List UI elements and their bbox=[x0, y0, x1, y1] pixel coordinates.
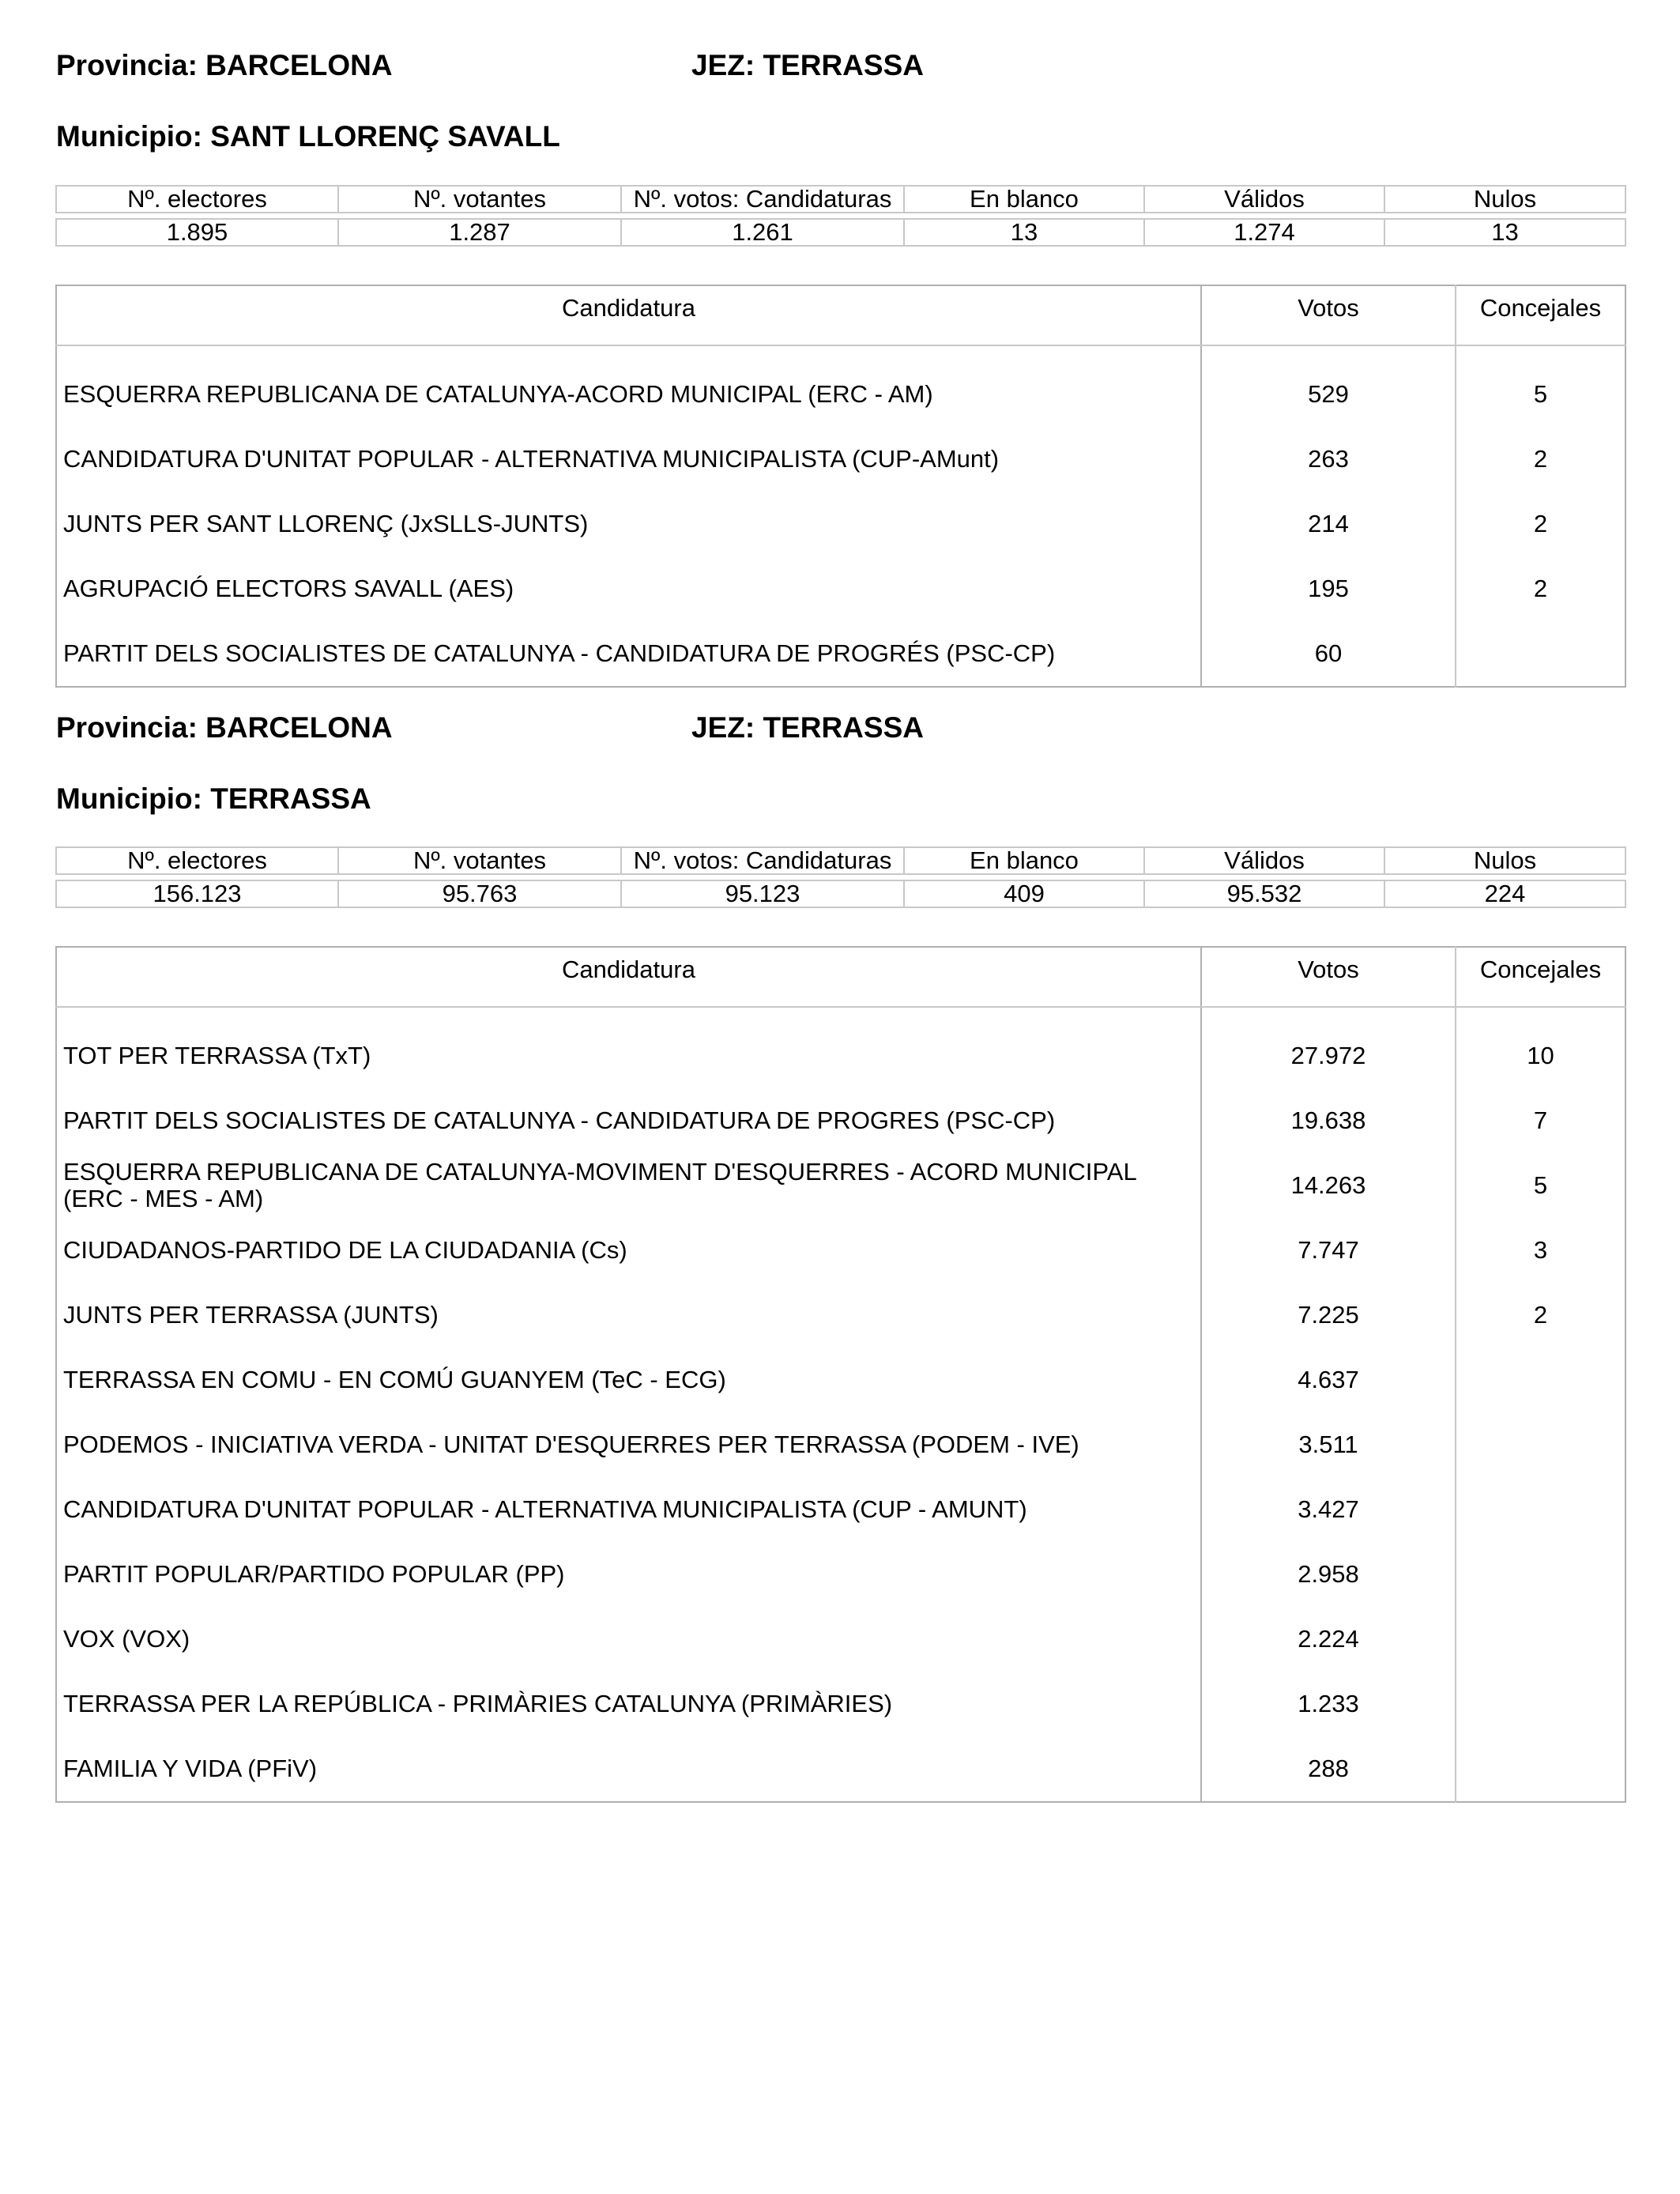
table-row bbox=[56, 427, 1625, 492]
header-votantes: Nº. votantes bbox=[338, 847, 621, 874]
table-row bbox=[56, 1477, 1625, 1542]
candidatura-name: TERRASSA PER LA REPÚBLICA - PRIMÀRIES CATALUNYA (PRIMÀRIES) bbox=[56, 1672, 1201, 1736]
candidatura-concejales: 3 bbox=[1533, 1236, 1548, 1264]
value-votos-candidaturas: 95.123 bbox=[621, 880, 904, 907]
summary-value-row bbox=[56, 880, 1625, 907]
jez-heading: JEZ: TERRASSA bbox=[691, 49, 924, 81]
header-validos: Válidos bbox=[1144, 186, 1384, 213]
results-table-sant-llorenc bbox=[55, 285, 1625, 688]
candidatura-concejales bbox=[1456, 1542, 1625, 1607]
candidatura-name: PARTIT POPULAR/PARTIDO POPULAR (PP) bbox=[56, 1542, 1201, 1607]
table-row bbox=[56, 621, 1625, 687]
candidatura-concejales: 2 bbox=[1533, 510, 1548, 537]
value-nulos: 13 bbox=[1384, 219, 1625, 246]
header-electores: Nº. electores bbox=[56, 186, 338, 213]
table-row bbox=[56, 362, 1625, 427]
header-en-blanco: En blanco bbox=[904, 847, 1144, 874]
header-en-blanco: En blanco bbox=[904, 186, 1144, 213]
candidatura-name: CIUDADANOS-PARTIDO DE LA CIUDADANIA (Cs) bbox=[56, 1218, 1201, 1283]
summary-value-row bbox=[56, 219, 1625, 246]
candidatura-concejales: 7 bbox=[1533, 1106, 1548, 1134]
candidatura-votos: 27.972 bbox=[1201, 1023, 1456, 1088]
candidatura-concejales: 2 bbox=[1533, 445, 1548, 473]
summary-table-sant-llorenc bbox=[55, 185, 1625, 247]
candidatura-name: TOT PER TERRASSA (TxT) bbox=[56, 1023, 1201, 1088]
table-row bbox=[56, 1412, 1625, 1477]
header-electores: Nº. electores bbox=[56, 847, 338, 874]
candidatura-concejales bbox=[1456, 1348, 1625, 1412]
candidatura-concejales bbox=[1456, 1477, 1625, 1542]
results-header-row bbox=[56, 947, 1625, 1007]
header-concejales: Concejales bbox=[1456, 285, 1625, 345]
candidatura-name: ESQUERRA REPUBLICANA DE CATALUNYA-MOVIMENT D'ESQUERRES - ACORD MUNICIPAL (ERC - MES - AM) bbox=[56, 1153, 1201, 1218]
header-nulos: Nulos bbox=[1384, 186, 1625, 213]
value-votantes: 95.763 bbox=[338, 880, 621, 907]
candidatura-votos: 3.427 bbox=[1201, 1477, 1456, 1542]
value-votos-candidaturas: 1.261 bbox=[621, 219, 904, 246]
candidatura-name: FAMILIA Y VIDA (PFiV) bbox=[56, 1736, 1201, 1802]
header-nulos: Nulos bbox=[1384, 847, 1625, 874]
summary-header-row bbox=[56, 186, 1625, 213]
header-votantes: Nº. votantes bbox=[338, 186, 621, 213]
value-en-blanco: 13 bbox=[904, 219, 1144, 246]
candidatura-name: PARTIT DELS SOCIALISTES DE CATALUNYA - CANDIDATURA DE PROGRÉS (PSC-CP) bbox=[56, 621, 1201, 687]
candidatura-concejales bbox=[1456, 1607, 1625, 1672]
candidatura-name: VOX (VOX) bbox=[56, 1607, 1201, 1672]
candidatura-votos: 1.233 bbox=[1201, 1672, 1456, 1736]
value-electores: 156.123 bbox=[56, 880, 338, 907]
header-votos-candidaturas: Nº. votos: Candidaturas bbox=[621, 847, 904, 874]
candidatura-name: JUNTS PER TERRASSA (JUNTS) bbox=[56, 1283, 1201, 1348]
candidatura-votos: 14.263 bbox=[1201, 1153, 1456, 1218]
header-candidatura: Candidatura bbox=[56, 947, 1201, 1007]
table-row bbox=[56, 1736, 1625, 1802]
candidatura-votos: 529 bbox=[1201, 362, 1456, 427]
value-electores: 1.895 bbox=[56, 219, 338, 246]
candidatura-votos: 288 bbox=[1201, 1736, 1456, 1802]
candidatura-votos: 4.637 bbox=[1201, 1348, 1456, 1412]
candidatura-name: AGRUPACIÓ ELECTORS SAVALL (AES) bbox=[56, 556, 1201, 621]
table-row bbox=[56, 1153, 1625, 1218]
provincia-heading: Provincia: BARCELONA bbox=[56, 49, 393, 81]
header-votos-candidaturas: Nº. votos: Candidaturas bbox=[621, 186, 904, 213]
table-row bbox=[56, 1542, 1625, 1607]
candidatura-name: TERRASSA EN COMU - EN COMÚ GUANYEM (TeC - ECG) bbox=[56, 1348, 1201, 1412]
table-row bbox=[56, 1607, 1625, 1672]
header-votos: Votos bbox=[1201, 947, 1456, 1007]
value-validos: 95.532 bbox=[1144, 880, 1384, 907]
candidatura-name: CANDIDATURA D'UNITAT POPULAR - ALTERNATIVA MUNICIPALISTA (CUP - AMUNT) bbox=[56, 1477, 1201, 1542]
candidatura-votos: 7.747 bbox=[1201, 1218, 1456, 1283]
candidatura-votos: 60 bbox=[1201, 621, 1456, 687]
candidatura-name: PARTIT DELS SOCIALISTES DE CATALUNYA - CANDIDATURA DE PROGRES (PSC-CP) bbox=[56, 1088, 1201, 1153]
value-validos: 1.274 bbox=[1144, 219, 1384, 246]
candidatura-concejales: 2 bbox=[1533, 1301, 1548, 1329]
candidatura-name: CANDIDATURA D'UNITAT POPULAR - ALTERNATIVA MUNICIPALISTA (CUP-AMunt) bbox=[56, 427, 1201, 492]
candidatura-name: PODEMOS - INICIATIVA VERDA - UNITAT D'ESQUERRES PER TERRASSA (PODEM - IVE) bbox=[56, 1412, 1201, 1477]
candidatura-concejales bbox=[1456, 1672, 1625, 1736]
table-row bbox=[56, 556, 1625, 621]
table-row bbox=[56, 1672, 1625, 1736]
candidatura-votos: 3.511 bbox=[1201, 1412, 1456, 1477]
value-en-blanco: 409 bbox=[904, 880, 1144, 907]
header-validos: Válidos bbox=[1144, 847, 1384, 874]
header-candidatura: Candidatura bbox=[56, 285, 1201, 345]
candidatura-votos: 7.225 bbox=[1201, 1283, 1456, 1348]
results-table-terrassa bbox=[55, 946, 1625, 1803]
table-row bbox=[56, 1348, 1625, 1412]
candidatura-name: ESQUERRA REPUBLICANA DE CATALUNYA-ACORD MUNICIPAL (ERC - AM) bbox=[56, 362, 1201, 427]
table-row bbox=[56, 1023, 1625, 1088]
header-concejales: Concejales bbox=[1456, 947, 1625, 1007]
jez-heading: JEZ: TERRASSA bbox=[691, 711, 924, 744]
candidatura-votos: 2.224 bbox=[1201, 1607, 1456, 1672]
candidatura-concejales: 2 bbox=[1533, 575, 1548, 602]
candidatura-votos: 195 bbox=[1201, 556, 1456, 621]
candidatura-name: JUNTS PER SANT LLORENÇ (JxSLLS-JUNTS) bbox=[56, 492, 1201, 556]
municipio-heading: Municipio: TERRASSA bbox=[56, 782, 371, 815]
summary-header-row bbox=[56, 847, 1625, 874]
candidatura-votos: 263 bbox=[1201, 427, 1456, 492]
value-nulos: 224 bbox=[1384, 880, 1625, 907]
candidatura-votos: 214 bbox=[1201, 492, 1456, 556]
table-row bbox=[56, 1218, 1625, 1283]
candidatura-concejales: 10 bbox=[1527, 1042, 1554, 1069]
municipio-heading: Municipio: SANT LLORENÇ SAVALL bbox=[56, 120, 560, 153]
value-votantes: 1.287 bbox=[338, 219, 621, 246]
candidatura-concejales: 5 bbox=[1533, 380, 1548, 408]
candidatura-concejales bbox=[1456, 1736, 1625, 1802]
results-header-row bbox=[56, 285, 1625, 345]
header-votos: Votos bbox=[1201, 285, 1456, 345]
table-row bbox=[56, 492, 1625, 556]
candidatura-concejales bbox=[1456, 621, 1625, 687]
candidatura-concejales bbox=[1456, 1412, 1625, 1477]
candidatura-concejales: 5 bbox=[1533, 1171, 1548, 1199]
table-row bbox=[56, 1283, 1625, 1348]
candidatura-votos: 2.958 bbox=[1201, 1542, 1456, 1607]
candidatura-votos: 19.638 bbox=[1201, 1088, 1456, 1153]
provincia-heading: Provincia: BARCELONA bbox=[56, 711, 393, 744]
summary-table-terrassa bbox=[55, 846, 1625, 908]
table-row bbox=[56, 1088, 1625, 1153]
